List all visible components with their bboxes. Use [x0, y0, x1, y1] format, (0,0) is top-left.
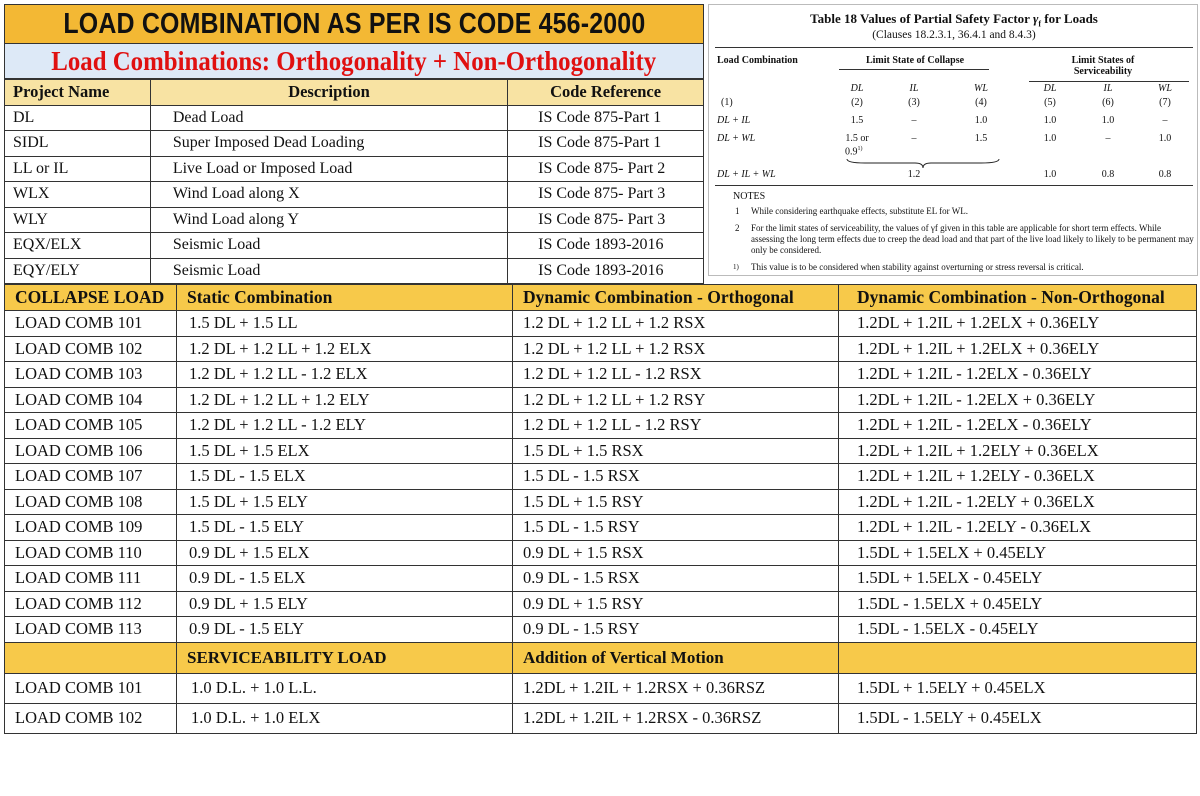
non-orthogonal-combination-cell: 1.2DL + 1.2IL + 1.2ELY + 0.36ELX — [839, 438, 1197, 464]
column-header: SERVICEABILITY LOAD — [177, 642, 513, 673]
combination-cell: 1.5DL + 1.5ELY + 0.45ELX — [839, 673, 1197, 703]
orthogonal-combination-cell: 0.9 DL + 1.5 RSX — [513, 540, 839, 566]
load-comb-name-cell: LOAD COMB 110 — [5, 540, 177, 566]
table18-reference — [708, 4, 1198, 276]
serviceability-combination-cell: 1.0 D.L. + 1.0 ELX — [177, 703, 513, 733]
table18-col-number: (5) — [1044, 97, 1056, 108]
table18-group-header: Limit State of Collapse — [865, 55, 965, 66]
serviceability-combination-cell: 1.0 D.L. + 1.0 L.L. — [177, 673, 513, 703]
divider — [715, 185, 1193, 186]
divider — [1029, 81, 1189, 82]
code-reference-cell: IS Code 875- Part 3 — [508, 182, 704, 208]
table-row — [5, 703, 1197, 733]
note-number: 2 — [735, 223, 740, 233]
table18-group-text: Serviceability — [1073, 66, 1133, 77]
load-code-cell: WLX — [5, 182, 151, 208]
table-row — [5, 156, 704, 182]
orthogonal-combination-cell: 0.9 DL + 1.5 RSY — [513, 591, 839, 617]
divider — [839, 69, 989, 70]
table-row — [5, 515, 1197, 541]
static-combination-cell: 0.9 DL - 1.5 ELY — [177, 617, 513, 643]
orthogonal-combination-cell: 1.5 DL + 1.5 RSX — [513, 438, 839, 464]
load-comb-name-cell: LOAD COMB 104 — [5, 387, 177, 413]
load-code-cell: EQY/ELY — [5, 258, 151, 284]
note-text: This value is to be considered when stability against overturning or stress reversal is critical. — [751, 262, 1084, 272]
footnote-marker: 1) — [857, 146, 863, 152]
column-header — [5, 642, 177, 673]
load-combination-table — [4, 284, 1197, 734]
load-comb-name-cell: LOAD COMB 113 — [5, 617, 177, 643]
table18-cell: – — [911, 133, 917, 144]
load-comb-name-cell: LOAD COMB 108 — [5, 489, 177, 515]
table18-caption-text: Table 18 Values of Partial Safety Factor — [810, 11, 1030, 26]
table18-cell: 1.5 — [974, 133, 988, 144]
code-reference-cell: IS Code 1893-2016 — [508, 233, 704, 259]
code-reference-cell: IS Code 875- Part 3 — [508, 207, 704, 233]
table-row — [5, 182, 704, 208]
section-header-row — [5, 642, 1197, 673]
divider — [715, 47, 1193, 48]
table18-sub-header: WL — [1158, 83, 1172, 94]
table-row — [5, 336, 1197, 362]
table-row — [5, 131, 704, 157]
load-comb-name-cell: LOAD COMB 106 — [5, 438, 177, 464]
table-row — [5, 617, 1197, 643]
code-reference-cell: IS Code 875- Part 2 — [508, 156, 704, 182]
page-title-text: LOAD COMBINATION AS PER IS CODE 456-2000 — [62, 7, 646, 40]
gamma-subscript: f — [1038, 19, 1042, 29]
table18-caption — [709, 11, 1199, 29]
table18-col-number: (1) — [721, 97, 733, 108]
notes-title: NOTES — [733, 191, 766, 202]
table18-group-text: Limit States of — [1071, 55, 1135, 66]
orthogonal-combination-cell: 1.2 DL + 1.2 LL + 1.2 RSY — [513, 387, 839, 413]
table18-row-label: DL + IL — [717, 115, 751, 126]
table18-col-number: (6) — [1102, 97, 1114, 108]
orthogonal-combination-cell: 1.5 DL - 1.5 RSX — [513, 464, 839, 490]
table18-cell: 1.0 — [1043, 169, 1057, 180]
table-row — [5, 311, 1197, 337]
table-row — [5, 207, 704, 233]
table-header-row — [5, 285, 1197, 311]
non-orthogonal-combination-cell: 1.5DL + 1.5ELX - 0.45ELY — [839, 566, 1197, 592]
gamma-symbol: γ — [1032, 11, 1039, 26]
non-orthogonal-combination-cell: 1.2DL + 1.2IL - 1.2ELX - 0.36ELY — [839, 362, 1197, 388]
code-reference-cell: IS Code 875-Part 1 — [508, 105, 704, 131]
non-orthogonal-combination-cell: 1.2DL + 1.2IL - 1.2ELX - 0.36ELY — [839, 413, 1197, 439]
table-header-row — [5, 80, 704, 106]
non-orthogonal-combination-cell: 1.2DL + 1.2IL - 1.2ELX + 0.36ELY — [839, 387, 1197, 413]
non-orthogonal-combination-cell: 1.2DL + 1.2IL - 1.2ELY + 0.36ELX — [839, 489, 1197, 515]
column-header: Addition of Vertical Motion — [513, 642, 839, 673]
page-subtitle — [4, 44, 704, 79]
load-code-cell: SIDL — [5, 131, 151, 157]
table18-cell: – — [911, 115, 917, 126]
table18-sub-header: DL — [850, 83, 864, 94]
page-title — [4, 4, 704, 44]
orthogonal-combination-cell: 1.2 DL + 1.2 LL - 1.2 RSY — [513, 413, 839, 439]
table18-cell: – — [1162, 115, 1168, 126]
static-combination-cell: 0.9 DL + 1.5 ELY — [177, 591, 513, 617]
table-row — [5, 387, 1197, 413]
table18-col-header: Load Combination — [717, 55, 798, 66]
load-comb-name-cell: LOAD COMB 101 — [5, 311, 177, 337]
table18-cell: 1.0 — [974, 115, 988, 126]
table18-cell: 1.0 — [1158, 133, 1172, 144]
table18-cell: 0.8 — [1101, 169, 1115, 180]
static-combination-cell: 1.5 DL + 1.5 ELX — [177, 438, 513, 464]
table18-cell: 1.5 or — [845, 133, 869, 144]
column-header: COLLAPSE LOAD — [5, 285, 177, 311]
note-text: For the limit states of serviceability, the values of γf given in this table are applicable for short term effects. While assessing the long term effects due to creep the dead load and that part of the live load likely to likely to be permanent may only be considered. — [751, 223, 1194, 255]
column-header: Code Reference — [508, 80, 704, 106]
table-row — [5, 413, 1197, 439]
combination-cell: 1.5DL - 1.5ELY + 0.45ELX — [839, 703, 1197, 733]
load-code-cell: WLY — [5, 207, 151, 233]
table18-col-number: (7) — [1159, 97, 1171, 108]
static-combination-cell: 1.2 DL + 1.2 LL + 1.2 ELY — [177, 387, 513, 413]
table-row — [5, 258, 704, 284]
static-combination-cell: 1.5 DL + 1.5 LL — [177, 311, 513, 337]
code-reference-cell: IS Code 875-Part 1 — [508, 131, 704, 157]
table-row — [5, 362, 1197, 388]
table-row — [5, 566, 1197, 592]
static-combination-cell: 1.5 DL + 1.5 ELY — [177, 489, 513, 515]
static-combination-cell: 1.5 DL - 1.5 ELX — [177, 464, 513, 490]
non-orthogonal-combination-cell: 1.5DL + 1.5ELX + 0.45ELY — [839, 540, 1197, 566]
page-subtitle-text: Load Combinations: Orthogonality + Non-Orthogonality — [51, 45, 657, 76]
column-header — [839, 642, 1197, 673]
non-orthogonal-combination-cell: 1.2DL + 1.2IL - 1.2ELY - 0.36ELX — [839, 515, 1197, 541]
table18-group-header — [1072, 55, 1135, 77]
orthogonal-combination-cell: 0.9 DL - 1.5 RSX — [513, 566, 839, 592]
column-header: Dynamic Combination - Orthogonal — [513, 285, 839, 311]
note-number: 1 — [735, 206, 740, 216]
non-orthogonal-combination-cell: 1.2DL + 1.2IL + 1.2ELX + 0.36ELY — [839, 311, 1197, 337]
table18-caption-text: for Loads — [1044, 11, 1098, 26]
column-header: Description — [150, 80, 507, 106]
load-code-cell: DL — [5, 105, 151, 131]
load-comb-name-cell: LOAD COMB 103 — [5, 362, 177, 388]
note-text: While considering earthquake effects, substitute EL for WL. — [751, 206, 969, 216]
table18-cell: 1.0 — [1043, 115, 1057, 126]
table-row — [5, 438, 1197, 464]
table18-col-number: (4) — [975, 97, 987, 108]
table18-row-label: DL + IL + WL — [717, 169, 776, 180]
non-orthogonal-combination-cell: 1.5DL - 1.5ELX - 0.45ELY — [839, 617, 1197, 643]
vertical-motion-cell: 1.2DL + 1.2IL + 1.2RSX + 0.36RSZ — [513, 673, 839, 703]
load-comb-name-cell: LOAD COMB 102 — [5, 336, 177, 362]
non-orthogonal-combination-cell: 1.2DL + 1.2IL + 1.2ELX + 0.36ELY — [839, 336, 1197, 362]
orthogonal-combination-cell: 1.2 DL + 1.2 LL + 1.2 RSX — [513, 336, 839, 362]
table18-cell: 0.8 — [1158, 169, 1172, 180]
table18-clauses: (Clauses 18.2.3.1, 36.4.1 and 8.4.3) — [872, 29, 1036, 41]
column-header: Static Combination — [177, 285, 513, 311]
non-orthogonal-combination-cell: 1.5DL - 1.5ELX + 0.45ELY — [839, 591, 1197, 617]
load-comb-name-cell: LOAD COMB 107 — [5, 464, 177, 490]
table-row — [5, 464, 1197, 490]
description-cell: Wind Load along X — [150, 182, 507, 208]
table18-col-number: (2) — [851, 97, 863, 108]
static-combination-cell: 0.9 DL + 1.5 ELX — [177, 540, 513, 566]
static-combination-cell: 1.2 DL + 1.2 LL + 1.2 ELX — [177, 336, 513, 362]
static-combination-cell: 1.2 DL + 1.2 LL - 1.2 ELY — [177, 413, 513, 439]
load-comb-name-cell: LOAD COMB 102 — [5, 703, 177, 733]
description-cell: Wind Load along Y — [150, 207, 507, 233]
table-row — [5, 489, 1197, 515]
table-row — [5, 233, 704, 259]
description-cell: Dead Load — [150, 105, 507, 131]
table18-cell: 1.5 — [850, 115, 864, 126]
load-comb-name-cell: LOAD COMB 109 — [5, 515, 177, 541]
table18-cell — [845, 146, 863, 157]
orthogonal-combination-cell: 1.5 DL - 1.5 RSY — [513, 515, 839, 541]
orthogonal-combination-cell: 0.9 DL - 1.5 RSY — [513, 617, 839, 643]
table18-extra-value: 0.9 — [845, 146, 858, 158]
table18-cell: 1.0 — [1101, 115, 1115, 126]
description-cell: Live Load or Imposed Load — [150, 156, 507, 182]
table18-row-label: DL + WL — [717, 133, 756, 144]
table18-col-number: (3) — [908, 97, 920, 108]
table-row — [5, 591, 1197, 617]
code-reference-cell: IS Code 1893-2016 — [508, 258, 704, 284]
note-number: 1) — [733, 263, 739, 271]
orthogonal-combination-cell: 1.2 DL + 1.2 LL + 1.2 RSX — [513, 311, 839, 337]
table18-cell: 1.2 — [907, 169, 921, 180]
column-header: Dynamic Combination - Non-Orthogonal — [839, 285, 1197, 311]
load-comb-name-cell: LOAD COMB 101 — [5, 673, 177, 703]
load-comb-name-cell: LOAD COMB 105 — [5, 413, 177, 439]
table-row — [5, 673, 1197, 703]
table18-cell: – — [1105, 133, 1111, 144]
load-code-cell: LL or IL — [5, 156, 151, 182]
description-cell: Super Imposed Dead Loading — [150, 131, 507, 157]
static-combination-cell: 1.2 DL + 1.2 LL - 1.2 ELX — [177, 362, 513, 388]
table18-sub-header: IL — [909, 83, 919, 94]
table18-sub-header: DL — [1043, 83, 1057, 94]
table18-sub-header: IL — [1103, 83, 1113, 94]
load-comb-name-cell: LOAD COMB 112 — [5, 591, 177, 617]
load-comb-name-cell: LOAD COMB 111 — [5, 566, 177, 592]
load-type-table — [4, 79, 704, 284]
description-cell: Seismic Load — [150, 258, 507, 284]
description-cell: Seismic Load — [150, 233, 507, 259]
column-header: Project Name — [5, 80, 151, 106]
table-row — [5, 540, 1197, 566]
table-row — [5, 105, 704, 131]
vertical-motion-cell: 1.2DL + 1.2IL + 1.2RSX - 0.36RSZ — [513, 703, 839, 733]
non-orthogonal-combination-cell: 1.2DL + 1.2IL + 1.2ELY - 0.36ELX — [839, 464, 1197, 490]
table18-cell: 1.0 — [1043, 133, 1057, 144]
table18-sub-header: WL — [974, 83, 988, 94]
static-combination-cell: 0.9 DL - 1.5 ELX — [177, 566, 513, 592]
load-code-cell: EQX/ELX — [5, 233, 151, 259]
orthogonal-combination-cell: 1.2 DL + 1.2 LL - 1.2 RSX — [513, 362, 839, 388]
orthogonal-combination-cell: 1.5 DL + 1.5 RSY — [513, 489, 839, 515]
brace-icon — [845, 157, 1001, 169]
static-combination-cell: 1.5 DL - 1.5 ELY — [177, 515, 513, 541]
